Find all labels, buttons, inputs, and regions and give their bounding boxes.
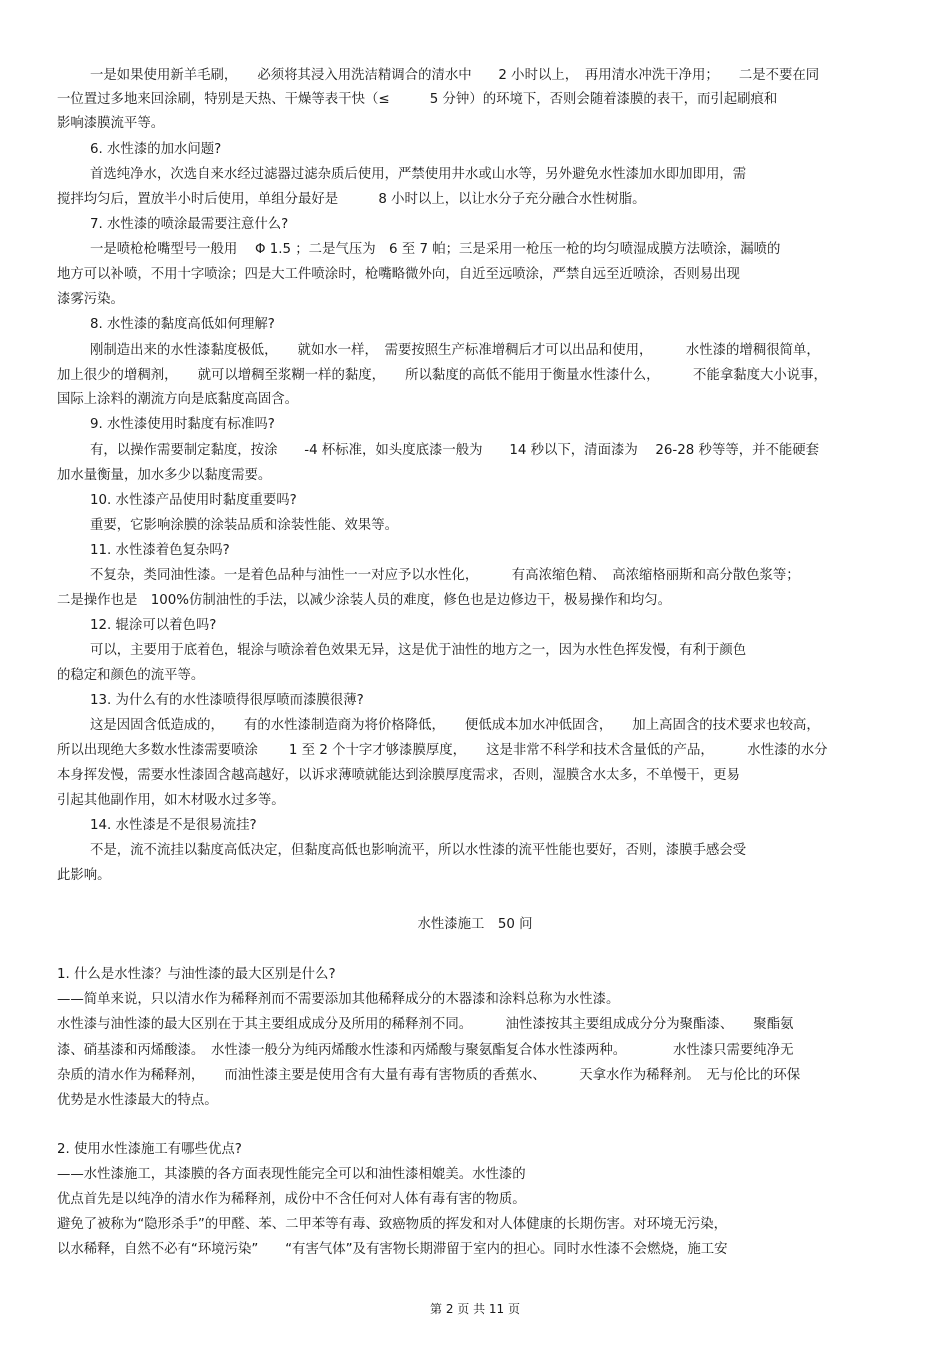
body-line: 水性漆与油性漆的最大区别在于其主要组成成分及所用的稀释剂不同。 油性漆按其主要组成成分分为聚酯漆、 聚酯氨 (57, 1017, 794, 1032)
question-heading: 6. 水性漆的加水问题? (90, 142, 222, 157)
body-line: 优点首先是以纯净的清水作为稀释剂，成份中不含任何对人体有毒有害的物质。 (57, 1192, 526, 1207)
body-line: 杂质的清水作为稀释剂， 而油性漆主要是使用含有大量有毒有害物质的香蕉水、 天拿水作为稀释剂。 无与伦比的环保 (57, 1068, 801, 1083)
body-line: 不复杂，类同油性漆。一是着色品种与油性一一对应予以水性化， 有高浓缩色精、 高浓缩格丽斯和高分散色浆等； (90, 568, 800, 583)
question-heading: 2. 使用水性漆施工有哪些优点? (57, 1142, 242, 1157)
body-line: 重要，它影响涂膜的涂装品质和涂装性能、效果等。 (90, 518, 398, 533)
body-line: 国际上涂料的潮流方向是底黏度高固含。 (57, 392, 299, 407)
body-line: 刚制造出来的水性漆黏度极低， 就如水一样， 需要按照生产标准增稠后才可以出品和使用， 水性漆的增稠很简单， (90, 343, 820, 358)
question-heading: 14. 水性漆是不是很易流挂? (90, 818, 257, 833)
body-line: 此影响。 (57, 868, 111, 883)
body-line: 避免了被称为“隐形杀手”的甲醛、苯、二甲苯等有毒、致癌物质的挥发和对人体健康的长期伤害。对环境无污染， (57, 1217, 728, 1232)
body-line: 一是如果使用新羊毛刷， 必须将其浸入用洗洁精调合的清水中 2 小时以上， 再用清水冲洗干净用； 二是不要在同 (90, 68, 820, 83)
body-line: 首选纯净水，次选自来水经过滤器过滤杂质后使用，严禁使用井水或山水等，另外避免水性漆加水即加即用，需 (90, 167, 747, 182)
question-heading: 13. 为什么有的水性漆喷得很厚喷而漆膜很薄? (90, 693, 364, 708)
question-heading: 1. 什么是水性漆？与油性漆的最大区别是什么? (57, 967, 336, 982)
question-heading: 11. 水性漆着色复杂吗? (90, 543, 230, 558)
question-heading: 12. 辊涂可以着色吗? (90, 618, 217, 633)
body-line: 一位置过多地来回涂刷，特别是天热、干燥等表干快（≤ 5 分钟）的环境下，否则会随着漆膜的表干，而引起刷痕和 (57, 92, 778, 107)
body-line: 可以，主要用于底着色，辊涂与喷涂着色效果无异，这是优于油性的地方之一，因为水性色挥发慢，有利于颜色 (90, 643, 747, 658)
body-line: 加水量衡量，加水多少以黏度需要。 (57, 468, 272, 483)
body-line: 以水稀释，自然不必有“环境污染” “有害气体”及有害物长期滞留于室内的担心。同时水性漆不会燃烧，施工安 (57, 1242, 728, 1257)
section-title: 水性漆施工 50 问 (417, 917, 533, 932)
body-line: 漆雾污染。 (57, 292, 124, 307)
body-line: 的稳定和颜色的流平等。 (57, 668, 205, 683)
body-line: 影响漆膜流平等。 (57, 116, 165, 131)
body-line: ——水性漆施工，其漆膜的各方面表现性能完全可以和油性漆相媲美。水性漆的 (57, 1167, 526, 1182)
question-heading: 9. 水性漆使用时黏度有标准吗? (90, 417, 275, 432)
question-heading: 10. 水性漆产品使用时黏度重要吗? (90, 493, 297, 508)
body-line: 有，以操作需要制定黏度，按涂 -4 杯标准，如头度底漆一般为 14 秒以下，清面漆为 26-28 秒等等，并不能硬套 (90, 443, 820, 458)
body-line: 优势是水性漆最大的特点。 (57, 1093, 218, 1108)
body-line: 引起其他副作用，如木材吸水过多等。 (57, 793, 285, 808)
body-line: ——简单来说，只以清水作为稀释剂而不需要添加其他稀释成分的木器漆和涂料总称为水性漆。 (57, 992, 620, 1007)
body-line: 所以出现绝大多数水性漆需要喷涂 1 至 2 个十字才够漆膜厚度， 这是非常不科学和技术含量低的产品， 水性漆的水分 (57, 743, 828, 758)
page-number: 第 2 页 共 11 页 (430, 1302, 520, 1316)
body-line: 这是因固含低造成的， 有的水性漆制造商为将价格降低， 便低成本加水冲低固含， 加上高固含的技术要求也较高， (90, 718, 820, 733)
body-line: 漆、硝基漆和丙烯酸漆。 水性漆一般分为纯丙烯酸水性漆和丙烯酸与聚氨酯复合体水性漆两种。 水性漆只需要纯净无 (57, 1043, 794, 1058)
body-line: 加上很少的增稠剂， 就可以增稠至浆糊一样的黏度， 所以黏度的高低不能用于衡量水性漆什么， 不能拿黏度大小说事， (57, 368, 827, 383)
body-line: 不是，流不流挂以黏度高低决定，但黏度高低也影响流平，所以水性漆的流平性能也要好，否则，漆膜手感会受 (90, 843, 747, 858)
body-line: 一是喷枪枪嘴型号一般用 Φ 1.5 ；二是气压为 6 至 7 帕；三是采用一枪压一枪的均匀喷湿成膜方法喷涂，漏喷的 (90, 242, 781, 257)
body-line: 搅拌均匀后，置放半小时后使用，单组分最好是 8 小时以上，以让水分子充分融合水性树脂。 (57, 192, 646, 207)
body-line: 地方可以补喷，不用十字喷涂；四是大工件喷涂时，枪嘴略微外向，自近至远喷涂，严禁自远至近喷涂，否则易出现 (57, 267, 740, 282)
question-heading: 8. 水性漆的黏度高低如何理解? (90, 317, 275, 332)
body-line: 二是操作也是 100%仿制油性的手法，以减少涂装人员的难度，修色也是边修边干，极易操作和均匀。 (57, 593, 672, 608)
question-heading: 7. 水性漆的喷涂最需要注意什么? (90, 217, 289, 232)
body-line: 本身挥发慢，需要水性漆固含越高越好，以诉求薄喷就能达到涂膜厚度需求，否则，湿膜含水太多，不单慢干，更易 (57, 768, 740, 783)
